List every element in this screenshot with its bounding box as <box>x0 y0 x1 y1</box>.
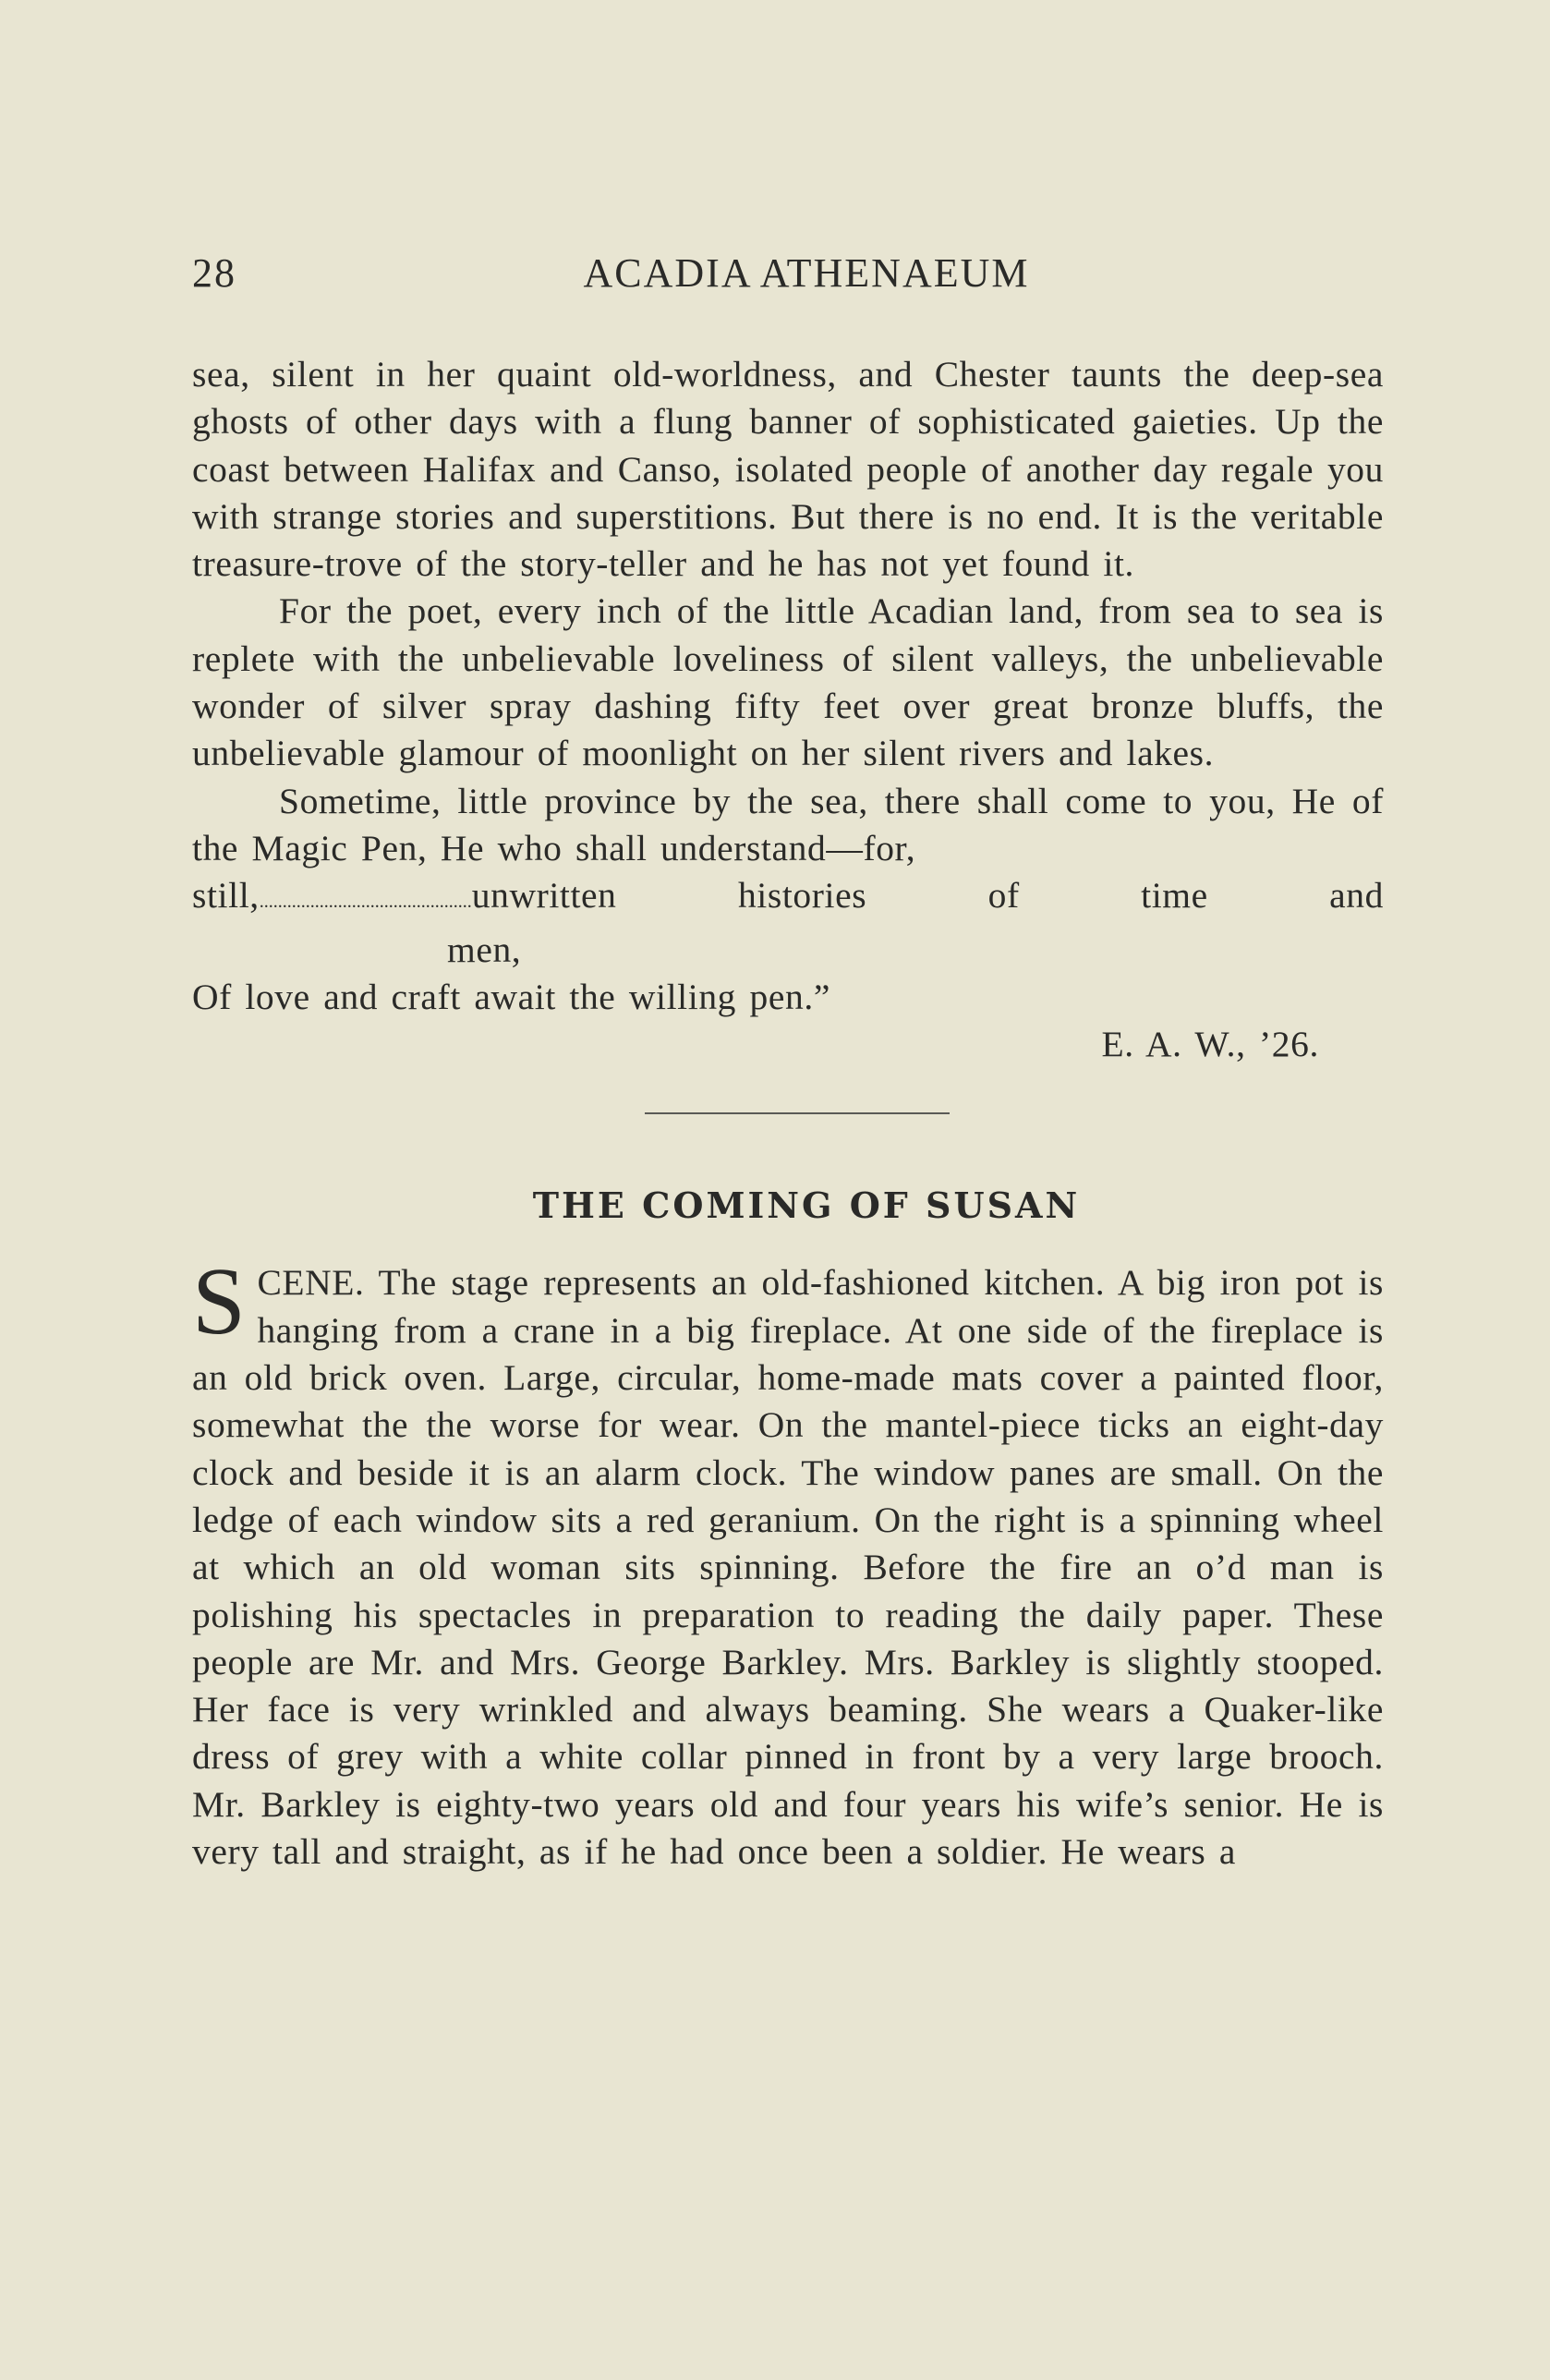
page-number: 28 <box>192 250 236 296</box>
drop-cap: S <box>192 1248 247 1355</box>
running-head: ACADIA ATHENAEUM <box>583 250 1030 296</box>
author-signature: E. A. W., ’26. <box>1101 1024 1319 1065</box>
essay-body <box>192 351 1384 1068</box>
verse-line-1 <box>192 872 1384 926</box>
story-title: THE COMING OF SUSAN <box>532 1184 1081 1227</box>
verse-line-3: Of love and craft await the willing pen.” <box>192 976 830 1017</box>
verse-start: still, <box>192 875 260 917</box>
scene-description <box>192 1248 1384 1876</box>
page <box>192 249 1384 1876</box>
scene-text: CENE. The stage represents an old-fashioned kitchen. A big iron pot is hanging from a crane in a big fireplace. At one side of the fireplace is an old brick oven. Large, circular, home-made mats cover a painted floor, somewhat the the worse for wear. On the mantel-piece ticks an eight-day clock and beside it is an alarm clock. The window panes are small. On the ledge of each window sits a red geranium. On the right is a spinning wheel at which an old woman sits spinning. Before the fire an o’d man is polishing his spectacles in preparation to reading the daily paper. These people are Mr. and Mrs. George Barkley. Mrs. Barkley is slightly stooped. Her face is very wrinkled and always beaming. She wears a Quaker-like dress of grey with a white collar pinned in front by a very large brooch. Mr. Barkley is eighty-two years old and four years his wife’s senior. He is very tall and straight, as if he had once been a soldier. He wears a <box>192 1262 1384 1873</box>
verse-rest: unwritten histories of time and <box>471 875 1384 917</box>
essay-paragraph-3: Sometime, little province by the sea, there shall come to you, He of the Magic Pen, He who shall understand—for, <box>192 780 1384 868</box>
section-divider <box>645 1112 950 1114</box>
page-header <box>192 249 1384 314</box>
verse-ellipsis: .............................................. <box>259 892 472 913</box>
essay-paragraph-1: sea, silent in her quaint old-worldness, and Chester taunts the deep-sea ghosts of other days with a flung banner of sophisticated gaieties. Up the coast between Halifax and Canso, isolated people of another day regale you with strange stories and superstitions. But there is no end. It is the veritable treasure-trove of the story-teller and he has not yet found it. <box>192 354 1384 585</box>
essay-paragraph-2: For the poet, every inch of the little Acadian land, from sea to sea is replete with the unbelievable loveliness of silent valleys, the unbelievable wonder of silver spray dashing fifty feet over great bronze bluffs, the unbelievable glamour of moonlight on her silent rivers and lakes. <box>192 590 1384 774</box>
verse-line-2: men, <box>447 929 522 970</box>
